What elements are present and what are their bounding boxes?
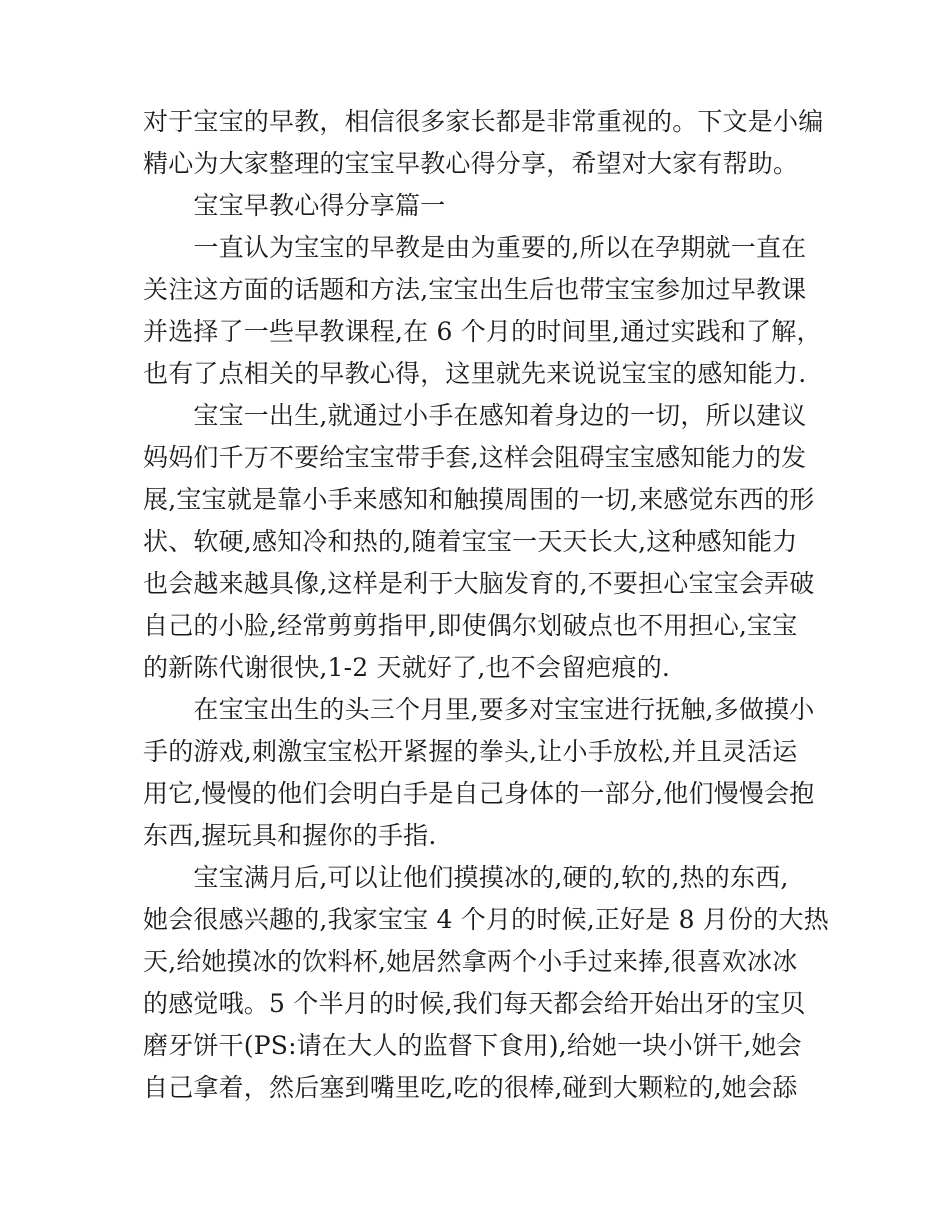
text-line: 她会很感兴趣的,我家宝宝 4 个月的时候,正好是 8 月份的大热: [143, 905, 829, 934]
text-line: 妈妈们千万不要给宝宝带手套,这样会阻碍宝宝感知能力的发: [143, 443, 807, 472]
section-heading: 宝宝早教心得分享篇一: [143, 191, 446, 220]
text-line: 用它,慢慢的他们会明白手是自己身体的一部分,他们慢慢会抱: [143, 779, 815, 808]
text-line: 并选择了一些早教课程,在 6 个月的时间里,通过实践和了解，: [143, 317, 822, 346]
text-line: 的感觉哦。5 个半月的时候,我们每天都会给开始出牙的宝贝: [143, 989, 806, 1018]
text-line: 天,给她摸冰的饮料杯,她居然拿两个小手过来捧,很喜欢冰冰: [143, 947, 798, 976]
text-line: 对于宝宝的早教，相信很多家长都是非常重视的。下文是小编: [143, 107, 824, 136]
text-line: 手的游戏,刺激宝宝松开紧握的拳头,让小手放松,并且灵活运: [143, 737, 798, 766]
text-line: 状、软硬,感知冷和热的,随着宝宝一天天长大,这种感知能力: [143, 527, 798, 556]
text-line: 东西,握玩具和握你的手指.: [143, 821, 437, 850]
text-line: 宝宝满月后,可以让他们摸摸冰的,硬的,软的,热的东西,: [143, 863, 789, 892]
text-line: 关注这方面的话题和方法,宝宝出生后也带宝宝参加过早教课: [143, 275, 807, 304]
text-line: 自己拿着，然后塞到嘴里吃,吃的很棒,碰到大颗粒的,她会舔: [143, 1073, 798, 1102]
text-line: 的新陈代谢很快,1-2 天就好了,也不会留疤痕的.: [143, 653, 671, 682]
document-body: [143, 101, 829, 1109]
text-line: 展,宝宝就是靠小手来感知和触摸周围的一切,来感觉东西的形: [143, 485, 815, 514]
text-line: 也会越来越具像,这样是利于大脑发育的,不要担心宝宝会弄破: [143, 569, 815, 598]
text-line: 精心为大家整理的宝宝早教心得分享，希望对大家有帮助。: [143, 149, 799, 178]
text-line: 磨牙饼干(PS:请在大人的监督下食用),给她一块小饼干,她会: [143, 1031, 802, 1060]
text-line: 宝宝一出生,就通过小手在感知着身边的一切，所以建议: [143, 401, 807, 430]
text-line: 在宝宝出生的头三个月里,要多对宝宝进行抚触,多做摸小: [143, 695, 815, 724]
text-line: 一直认为宝宝的早教是由为重要的,所以在孕期就一直在: [143, 233, 807, 262]
text-line: 也有了点相关的早教心得，这里就先来说说宝宝的感知能力.: [143, 359, 807, 388]
text-line: 自己的小脸,经常剪剪指甲,即使偶尔划破点也不用担心,宝宝: [143, 611, 798, 640]
